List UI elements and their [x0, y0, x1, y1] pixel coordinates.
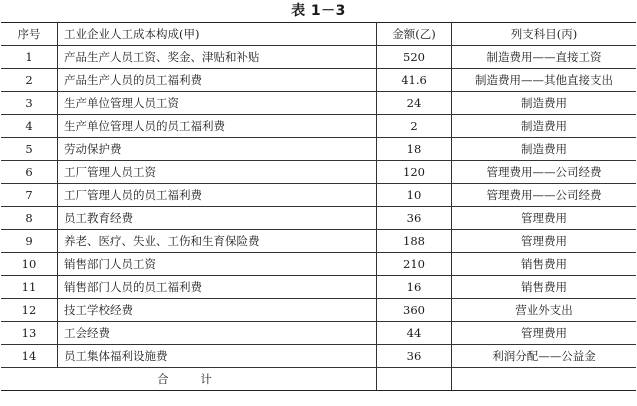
row-amount: 44 — [377, 322, 452, 345]
table-row — [1, 46, 636, 69]
row-account: 管理费用——公司经费 — [452, 161, 637, 184]
row-seq: 12 — [1, 299, 58, 322]
row-item: 销售部门人员工资 — [58, 253, 377, 276]
row-account: 制造费用——其他直接支出 — [452, 69, 637, 92]
row-account: 制造费用 — [452, 138, 637, 161]
header-item: 工业企业人工成本构成(甲) — [58, 23, 377, 46]
row-seq: 13 — [1, 322, 58, 345]
header-row — [1, 23, 636, 46]
table-row — [1, 138, 636, 161]
row-seq: 3 — [1, 92, 58, 115]
table-row — [1, 161, 636, 184]
row-amount: 520 — [377, 46, 452, 69]
row-item: 员工集体福利设施费 — [58, 345, 377, 368]
row-account: 利润分配——公益金 — [452, 345, 637, 368]
row-seq: 7 — [1, 184, 58, 207]
table-row — [1, 322, 636, 345]
row-item: 工会经费 — [58, 322, 377, 345]
row-account: 销售费用 — [452, 253, 637, 276]
row-seq: 8 — [1, 207, 58, 230]
row-item: 劳动保护费 — [58, 138, 377, 161]
row-item: 技工学校经费 — [58, 299, 377, 322]
row-seq: 5 — [1, 138, 58, 161]
row-item: 产品生产人员的员工福利费 — [58, 69, 377, 92]
row-account: 管理费用 — [452, 207, 637, 230]
row-seq: 14 — [1, 345, 58, 368]
row-amount: 41.6 — [377, 69, 452, 92]
row-item: 销售部门人员的员工福利费 — [58, 276, 377, 299]
row-account: 管理费用 — [452, 322, 637, 345]
row-item: 产品生产人员工资、奖金、津贴和补贴 — [58, 46, 377, 69]
labor-cost-table — [1, 22, 636, 391]
row-seq: 9 — [1, 230, 58, 253]
total-label: 合 计 — [1, 368, 377, 391]
total-row — [1, 368, 636, 391]
header-account: 列支科目(丙) — [452, 23, 637, 46]
row-account: 管理费用——公司经费 — [452, 184, 637, 207]
row-item: 员工教育经费 — [58, 207, 377, 230]
row-item: 工厂管理人员工资 — [58, 161, 377, 184]
table-row — [1, 230, 636, 253]
row-amount: 36 — [377, 345, 452, 368]
row-item: 工厂管理人员的员工福利费 — [58, 184, 377, 207]
row-seq: 2 — [1, 69, 58, 92]
row-amount: 16 — [377, 276, 452, 299]
row-amount: 36 — [377, 207, 452, 230]
row-seq: 10 — [1, 253, 58, 276]
row-seq: 1 — [1, 46, 58, 69]
row-amount: 210 — [377, 253, 452, 276]
row-account: 制造费用——直接工资 — [452, 46, 637, 69]
table-row — [1, 115, 636, 138]
total-account — [452, 368, 637, 391]
row-amount: 2 — [377, 115, 452, 138]
row-amount: 120 — [377, 161, 452, 184]
header-amount: 金额(乙) — [377, 23, 452, 46]
row-amount: 18 — [377, 138, 452, 161]
row-account: 制造费用 — [452, 92, 637, 115]
row-account: 管理费用 — [452, 230, 637, 253]
header-seq: 序号 — [1, 23, 58, 46]
table-title: 表 1－3 — [291, 3, 346, 19]
row-item: 生产单位管理人员工资 — [58, 92, 377, 115]
table-row — [1, 345, 636, 368]
table-row — [1, 92, 636, 115]
table-row — [1, 69, 636, 92]
row-account: 销售费用 — [452, 276, 637, 299]
row-amount: 10 — [377, 184, 452, 207]
row-seq: 6 — [1, 161, 58, 184]
table-row — [1, 253, 636, 276]
row-amount: 360 — [377, 299, 452, 322]
row-amount: 188 — [377, 230, 452, 253]
total-amount — [377, 368, 452, 391]
row-seq: 4 — [1, 115, 58, 138]
table-row — [1, 299, 636, 322]
table-row — [1, 207, 636, 230]
row-account: 制造费用 — [452, 115, 637, 138]
row-seq: 11 — [1, 276, 58, 299]
row-item: 养老、医疗、失业、工伤和生育保险费 — [58, 230, 377, 253]
row-account: 营业外支出 — [452, 299, 637, 322]
table-row — [1, 276, 636, 299]
table-row — [1, 184, 636, 207]
row-item: 生产单位管理人员的员工福利费 — [58, 115, 377, 138]
row-amount: 24 — [377, 92, 452, 115]
